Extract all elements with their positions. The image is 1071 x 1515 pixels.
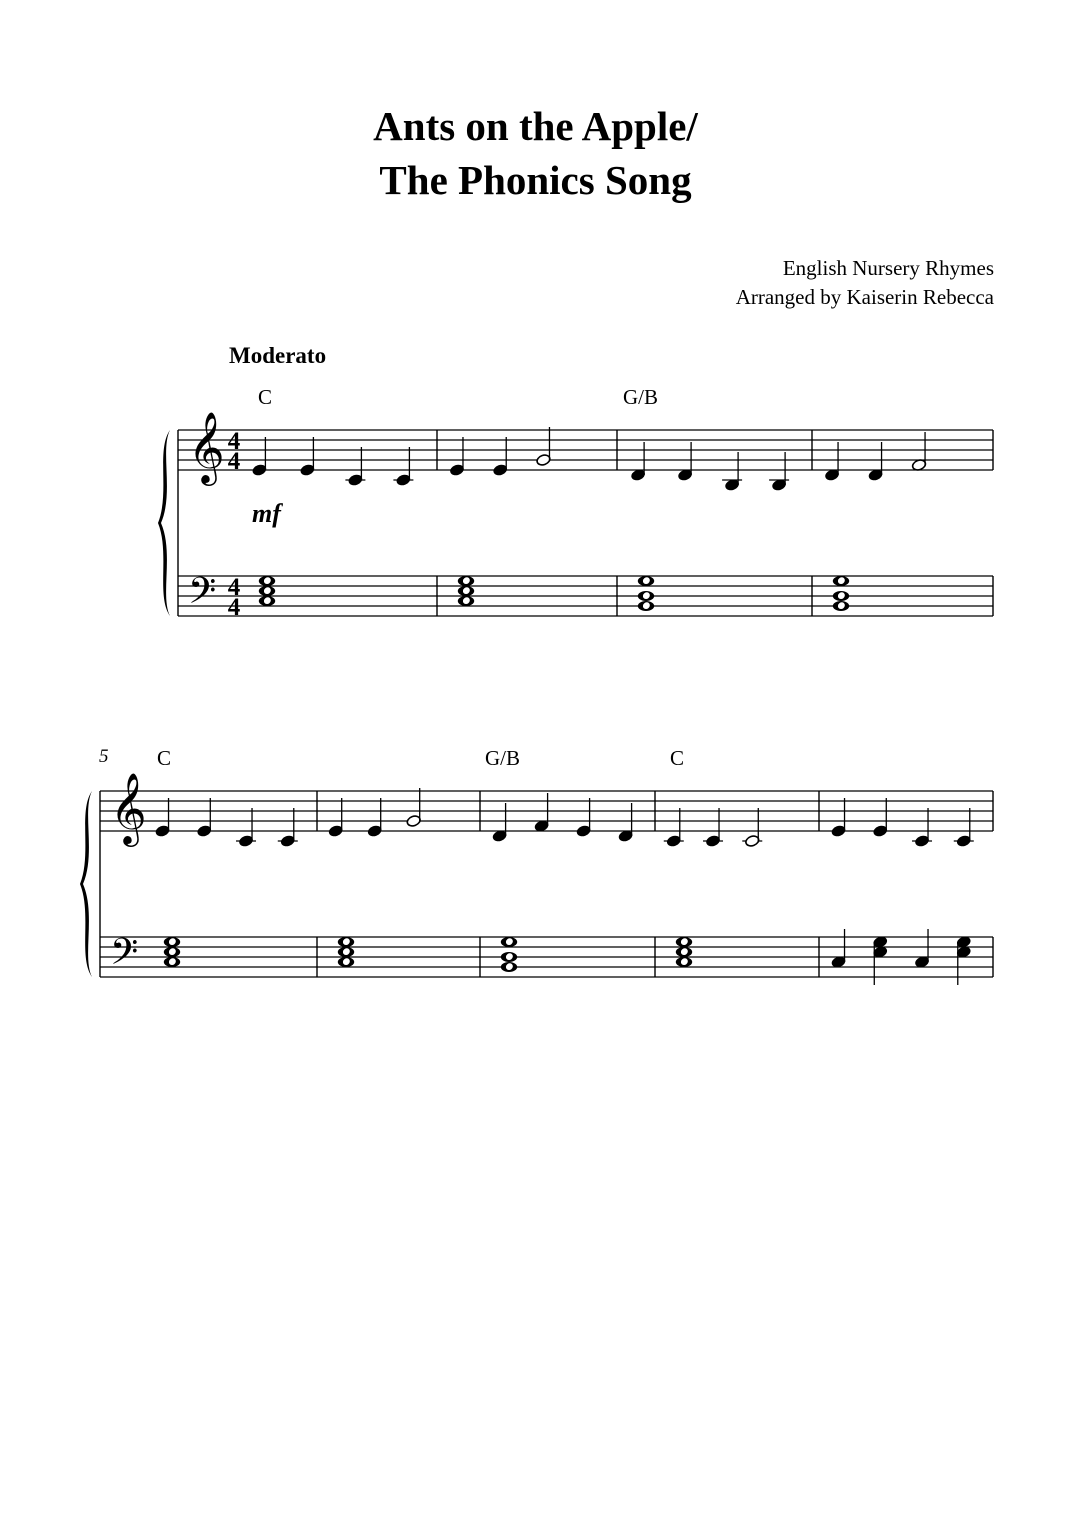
tempo-marking: Moderato (229, 343, 327, 368)
bass-clef-icon: 𝄢 (188, 570, 217, 621)
time-signature-bottom: 4 (227, 448, 241, 475)
bass-clef-icon: 𝄢 (110, 931, 139, 982)
chord-symbol: C (157, 746, 172, 770)
treble-clef-icon: 𝄞 (188, 410, 225, 483)
chord-symbol: C (670, 746, 685, 770)
time-signature-top: 4 (227, 428, 241, 455)
treble-clef-icon: 𝄞 (110, 771, 147, 844)
chord-symbol: G/B (485, 746, 521, 770)
title-line-1: Ants on the Apple/ (373, 103, 698, 149)
time-signature-top: 4 (227, 574, 241, 601)
music-system (158, 410, 993, 621)
system-brace (158, 430, 170, 616)
chord-symbol: C (258, 385, 273, 409)
title-line-2: The Phonics Song (379, 157, 692, 203)
music-system (80, 771, 993, 985)
arranger-credit: Arranged by Kaiserin Rebecca (735, 285, 994, 309)
dynamic-marking: mf (252, 499, 281, 528)
composer-credit: English Nursery Rhymes (782, 256, 994, 280)
measure-number: 5 (99, 746, 109, 767)
system-brace (80, 791, 92, 977)
chord-symbol: G/B (623, 385, 659, 409)
time-signature-bottom: 4 (227, 594, 241, 621)
